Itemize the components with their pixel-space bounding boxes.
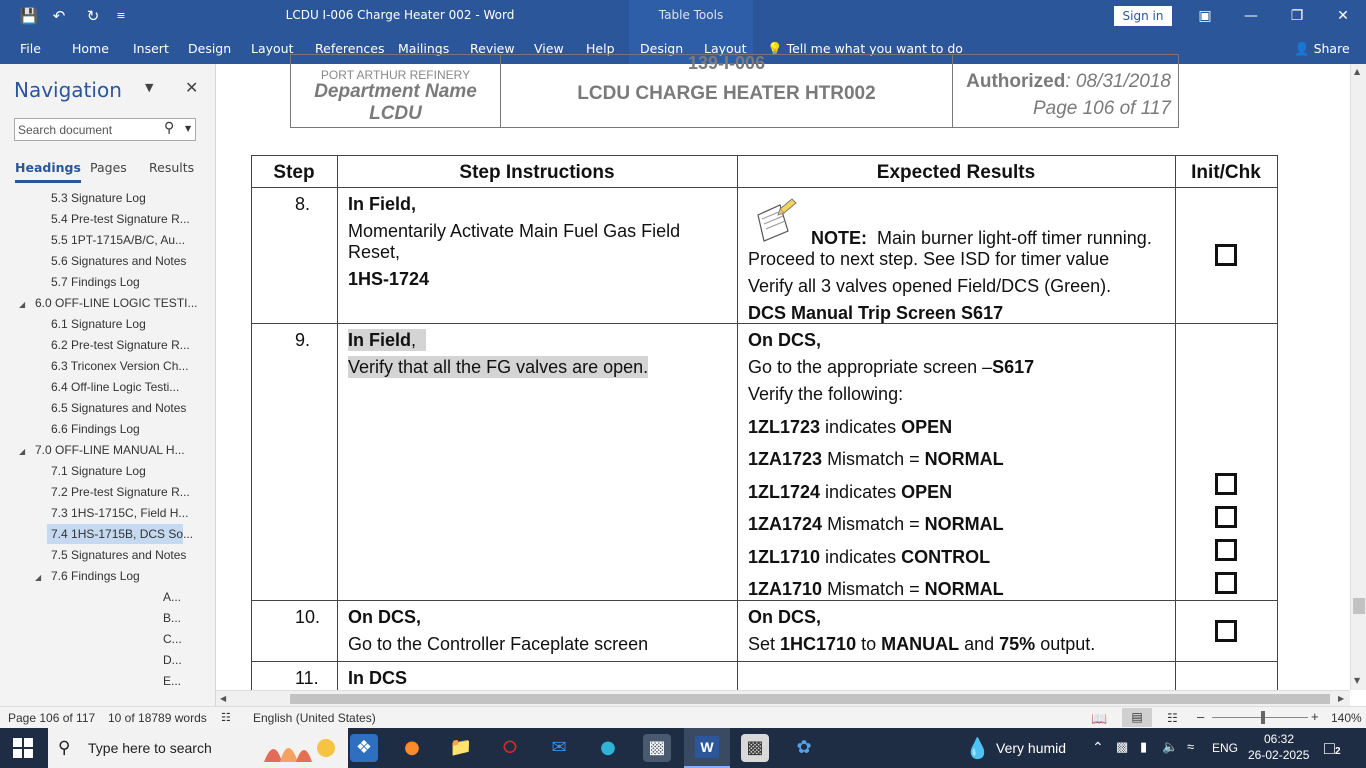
customize-toolbar-icon[interactable]: ≡ [116, 9, 126, 22]
nav-close-icon[interactable]: ✕ [185, 78, 199, 97]
status-bar [0, 706, 1366, 728]
share-label: Share [1313, 41, 1350, 56]
collapse-caret-icon[interactable]: ◢ [19, 447, 26, 456]
init-check-checkbox[interactable] [1215, 620, 1237, 642]
table-rule [737, 155, 738, 715]
result-part: to [856, 634, 882, 654]
edge-icon[interactable]: ● [600, 737, 616, 758]
zoom-slider[interactable] [1212, 717, 1308, 718]
table-rule [251, 600, 1278, 601]
expected-result-text: On DCS, [748, 607, 822, 627]
table-tools-label: Table Tools [658, 8, 724, 22]
file-explorer-icon[interactable]: 📁 [449, 737, 473, 758]
tag-value: NORMAL [924, 579, 1004, 599]
search-highlight-image [258, 732, 344, 764]
expected-result-text [748, 633, 1095, 655]
scroll-down-icon[interactable]: ▼ [1354, 676, 1361, 685]
nav-heading-item[interactable]: 6.0 OFF-LINE LOGIC TESTI... [35, 296, 198, 310]
app-icon[interactable]: ▩ [741, 734, 769, 762]
table-rule [251, 155, 252, 715]
scroll-left-icon[interactable]: ◀ [220, 694, 227, 703]
tab-references[interactable]: References [315, 41, 385, 56]
table-rule [251, 187, 1278, 188]
screen-instruction: Go to the appropriate screen – [748, 357, 993, 377]
nav-heading-item[interactable]: 5.4 Pre-test Signature R... [51, 212, 190, 226]
instruction-text: In DCS [348, 668, 408, 688]
collapse-caret-icon[interactable]: ◢ [19, 300, 26, 309]
init-check-checkbox[interactable] [1215, 572, 1237, 594]
tag-relation: Mismatch = [822, 514, 925, 534]
nav-heading-item[interactable]: C... [163, 632, 182, 646]
tag-relation: indicates [820, 482, 902, 502]
expected-result-text: On DCS, [748, 330, 822, 350]
tag: 1ZA1723 [748, 449, 823, 469]
instruction-text: Momentarily Activate Main Fuel Gas Field [348, 221, 681, 241]
column-header-instructions: Step Instructions [459, 162, 615, 183]
word-taskbar-button[interactable] [684, 728, 730, 768]
header-doc-title: LCDU CHARGE HEATER HTR002 [577, 83, 876, 104]
verify-line [748, 448, 1004, 470]
clock-time[interactable]: 06:32 [1264, 732, 1295, 746]
column-header-step: Step [273, 162, 315, 183]
init-check-checkbox[interactable] [1215, 506, 1237, 528]
tab-design[interactable]: Design [188, 41, 232, 56]
expected-result-text [811, 227, 1152, 249]
tag: 1ZL1723 [748, 417, 821, 437]
header-authorized [963, 71, 1171, 93]
mail-icon[interactable]: ✉ [551, 737, 567, 758]
nav-heading-item[interactable]: 6.6 Findings Log [51, 422, 140, 436]
tag-value: OPEN [901, 482, 953, 502]
column-header-expected: Expected Results [876, 162, 1036, 183]
tab-review[interactable]: Review [470, 41, 515, 56]
nav-heading-item[interactable]: 6.5 Signatures and Notes [51, 401, 187, 415]
tab-table-layout[interactable]: Layout [704, 41, 747, 56]
tab-mailings[interactable]: Mailings [398, 41, 450, 56]
print-layout-icon[interactable]: ▤ [1122, 708, 1152, 727]
status-word-count[interactable]: 10 of 18789 words [108, 711, 207, 725]
redo-icon[interactable]: ↻ [86, 7, 100, 25]
zoom-in-icon[interactable]: + [1311, 709, 1319, 724]
header-refinery: PORT ARTHUR REFINERY [320, 68, 471, 82]
nav-heading-item[interactable]: B... [163, 611, 182, 625]
restore-icon[interactable]: ❐ [1290, 8, 1304, 24]
windows-start-icon[interactable] [13, 738, 33, 758]
verify-line [748, 416, 952, 438]
nav-heading-item[interactable]: 5.5 1PT-1715A/B/C, Au... [51, 233, 186, 247]
table-rule [337, 155, 338, 715]
nav-heading-item-selected[interactable]: 7.4 1HS-1715B, DCS So... [47, 524, 183, 544]
verify-line [748, 546, 990, 568]
expected-result-text: Verify all 3 valves opened Field/DCS (Green). [748, 276, 1112, 296]
instruction-comma: , [411, 330, 417, 350]
zoom-level[interactable]: 140% [1331, 711, 1362, 725]
volume-icon[interactable]: 🔈 [1162, 739, 1179, 754]
taskbar-search-placeholder: Type here to search [88, 740, 212, 756]
instruction-location: In Field [348, 330, 411, 350]
word-icon: W [695, 736, 719, 758]
tag-value: OPEN [901, 417, 953, 437]
header-department: Department Name [314, 81, 477, 102]
table-rule [251, 155, 1278, 156]
tab-table-design[interactable]: Design [640, 41, 684, 56]
battery-icon[interactable]: ▮ [1140, 739, 1148, 754]
nav-heading-item[interactable]: 7.2 Pre-test Signature R... [51, 485, 190, 499]
note-icon [754, 195, 804, 243]
remote-desktop-icon[interactable]: ▩ [643, 734, 671, 762]
nav-heading-item[interactable]: 7.1 Signature Log [51, 464, 146, 478]
instruction-text: Go to the Controller Faceplate screen [348, 634, 649, 654]
table-rule [251, 661, 1278, 662]
document-page[interactable] [216, 53, 1350, 690]
taskbar [0, 728, 1366, 768]
app-icon[interactable]: ✿ [796, 737, 812, 758]
column-header-init-chk: Init/Chk [1191, 162, 1261, 183]
vertical-scroll-thumb[interactable] [1353, 598, 1365, 614]
navtab-results[interactable]: Results [149, 160, 195, 175]
wifi-icon[interactable]: ≈ [1187, 739, 1195, 754]
navigation-title: Navigation [14, 78, 122, 102]
nav-heading-item[interactable]: 7.3 1HS-1715C, Field H... [51, 506, 189, 520]
table-rule [1277, 155, 1278, 715]
clock-date[interactable]: 26-02-2025 [1248, 748, 1310, 762]
share-button[interactable] [1294, 41, 1350, 57]
zoom-out-icon[interactable]: – [1197, 709, 1205, 724]
input-language[interactable]: ENG [1212, 741, 1239, 755]
undo-icon[interactable]: ↶ [52, 7, 66, 25]
nav-heading-item[interactable]: A... [163, 590, 182, 604]
collapse-caret-icon[interactable]: ◢ [35, 573, 42, 582]
tray-chevron-icon[interactable]: ⌃ [1092, 739, 1104, 755]
header-unit: LCDU [369, 103, 422, 124]
tag: 1ZA1710 [748, 579, 823, 599]
save-icon[interactable]: 💾 [19, 7, 39, 25]
sign-in-button[interactable]: Sign in [1114, 6, 1172, 26]
horizontal-scroll-thumb[interactable] [290, 694, 1330, 704]
step-number: 8. [295, 194, 311, 214]
tag: 1ZA1724 [748, 514, 823, 534]
tab-file[interactable]: File [20, 41, 41, 56]
expected-result-text: Verify the following: [748, 384, 904, 404]
note-label: NOTE: [811, 228, 867, 248]
read-mode-icon[interactable]: 📖 [1091, 711, 1108, 726]
web-layout-icon[interactable]: ☷ [1167, 711, 1178, 725]
search-icon: ⚲ [58, 738, 71, 758]
search-icon[interactable]: ⚲ [164, 120, 175, 136]
tab-insert[interactable]: Insert [133, 41, 169, 56]
lightbulb-icon: 💡 [767, 41, 783, 56]
nav-heading-item[interactable]: 7.5 Signatures and Notes [51, 548, 187, 562]
tag-relation: Mismatch = [822, 579, 925, 599]
tag: 1ZL1724 [748, 482, 821, 502]
expected-result-text [748, 356, 1034, 378]
minimize-icon[interactable]: — [1244, 8, 1258, 24]
result-part: output. [1035, 634, 1096, 654]
header-department-cell [291, 55, 501, 127]
vertical-scrollbar[interactable] [1350, 64, 1366, 690]
tag-value: NORMAL [924, 514, 1004, 534]
init-check-checkbox[interactable] [1215, 473, 1237, 495]
tag-value: NORMAL [924, 449, 1004, 469]
header-page-number: Page 106 of 117 [1032, 98, 1171, 119]
instruction-text-selected[interactable]: Verify that all the FG valves are open. [348, 357, 649, 377]
verify-line [748, 481, 952, 503]
nav-heading-item[interactable]: E... [163, 674, 182, 688]
table-rule [1175, 155, 1176, 715]
note-text: Main burner light-off timer running. [877, 228, 1152, 248]
authorized-label: Authorized [966, 71, 1066, 92]
notification-count: 2 [1335, 746, 1341, 757]
init-check-checkbox[interactable] [1215, 244, 1237, 266]
step-number: 9. [295, 330, 311, 350]
tab-home[interactable]: Home [72, 41, 109, 56]
status-page[interactable]: Page 106 of 117 [8, 711, 96, 725]
nav-heading-item[interactable]: 5.6 Signatures and Notes [51, 254, 187, 268]
copilot-icon[interactable]: ❖ [350, 734, 378, 762]
navtab-headings[interactable]: Headings [15, 160, 81, 183]
result-part: Set [748, 634, 781, 654]
expected-result-text: Proceed to next step. See ISD for timer value [748, 249, 1110, 269]
taskbar-search-box[interactable] [48, 728, 348, 768]
proofing-icon[interactable]: ☷ [221, 712, 231, 724]
nav-heading-item[interactable]: 5.3 Signature Log [51, 191, 146, 205]
nav-heading-item[interactable]: 6.4 Off-line Logic Testi... [51, 380, 180, 394]
instruction-text-selected[interactable] [348, 329, 426, 351]
tag: 1ZL1710 [748, 547, 821, 567]
result-output: 75% [999, 634, 1036, 654]
weather-drop-icon[interactable]: 💧 [965, 738, 990, 760]
navtab-pages[interactable]: Pages [90, 160, 127, 175]
header-title-cell [501, 55, 953, 127]
verify-line [748, 578, 1004, 600]
navigation-pane [0, 64, 216, 706]
person-icon: 👤 [1294, 41, 1310, 56]
search-options-chevron-icon[interactable]: ▼ [185, 124, 192, 133]
instruction-text: On DCS, [348, 607, 422, 627]
tag-relation: indicates [820, 547, 902, 567]
nav-heading-item[interactable]: 5.7 Findings Log [51, 275, 140, 289]
step-number: 10. [295, 607, 321, 627]
tab-view[interactable]: View [534, 41, 564, 56]
opera-icon[interactable]: ⭘ [502, 737, 518, 758]
weather-text[interactable]: Very humid [996, 740, 1067, 756]
scroll-right-icon[interactable]: ▶ [1338, 694, 1345, 703]
horizontal-scrollbar[interactable] [216, 690, 1350, 706]
procedure-table [251, 155, 1278, 715]
result-tag: 1HC1710 [780, 634, 857, 654]
instruction-text: 1HS-1724 [348, 269, 430, 289]
tag-relation: Mismatch = [822, 449, 925, 469]
expected-result-text: DCS Manual Trip Screen S617 [748, 303, 1004, 323]
result-part: and [959, 634, 1000, 654]
init-check-checkbox[interactable] [1215, 539, 1237, 561]
verify-line [748, 513, 1004, 535]
nav-heading-item[interactable]: 6.1 Signature Log [51, 317, 146, 331]
nav-heading-item[interactable]: 6.2 Pre-test Signature R... [51, 338, 190, 352]
tab-layout[interactable]: Layout [251, 41, 294, 56]
screen-id: S617 [992, 357, 1035, 377]
document-area[interactable] [216, 53, 1350, 690]
tray-app-icon[interactable]: ▩ [1116, 739, 1129, 754]
notifications-icon[interactable]: □ [1324, 738, 1335, 758]
authorized-date: : 08/31/2018 [1065, 71, 1171, 92]
nav-heading-item[interactable]: D... [163, 653, 182, 667]
nav-heading-item[interactable]: 6.3 Triconex Version Ch... [51, 359, 189, 373]
instruction-text: In Field, [348, 194, 417, 214]
window-title: LCDU I-006 Charge Heater 002 - Word [285, 8, 515, 22]
tab-help[interactable]: Help [586, 41, 615, 56]
page-header-box [290, 54, 1179, 128]
zoom-slider-thumb[interactable] [1261, 711, 1265, 724]
tag-relation: indicates [820, 417, 902, 437]
header-doc-id: 139-I-006 [687, 53, 766, 73]
close-icon[interactable]: ✕ [1337, 8, 1349, 24]
nav-options-chevron-icon[interactable]: ▼ [145, 81, 154, 94]
status-language[interactable]: English (United States) [253, 711, 376, 725]
instruction-text: Reset, [348, 242, 401, 262]
nav-heading-item[interactable]: 7.6 Findings Log [51, 569, 140, 583]
scroll-up-icon[interactable]: ▲ [1354, 67, 1361, 76]
nav-heading-item[interactable]: 7.0 OFF-LINE MANUAL H... [35, 443, 185, 457]
step-number: 11. [295, 668, 319, 688]
firefox-icon[interactable]: ● [404, 737, 420, 758]
result-mode: MANUAL [881, 634, 960, 654]
tag-value: CONTROL [901, 547, 991, 567]
tell-me-text: Tell me what you want to do [786, 41, 963, 56]
ribbon-display-icon[interactable]: ▣ [1198, 8, 1212, 24]
